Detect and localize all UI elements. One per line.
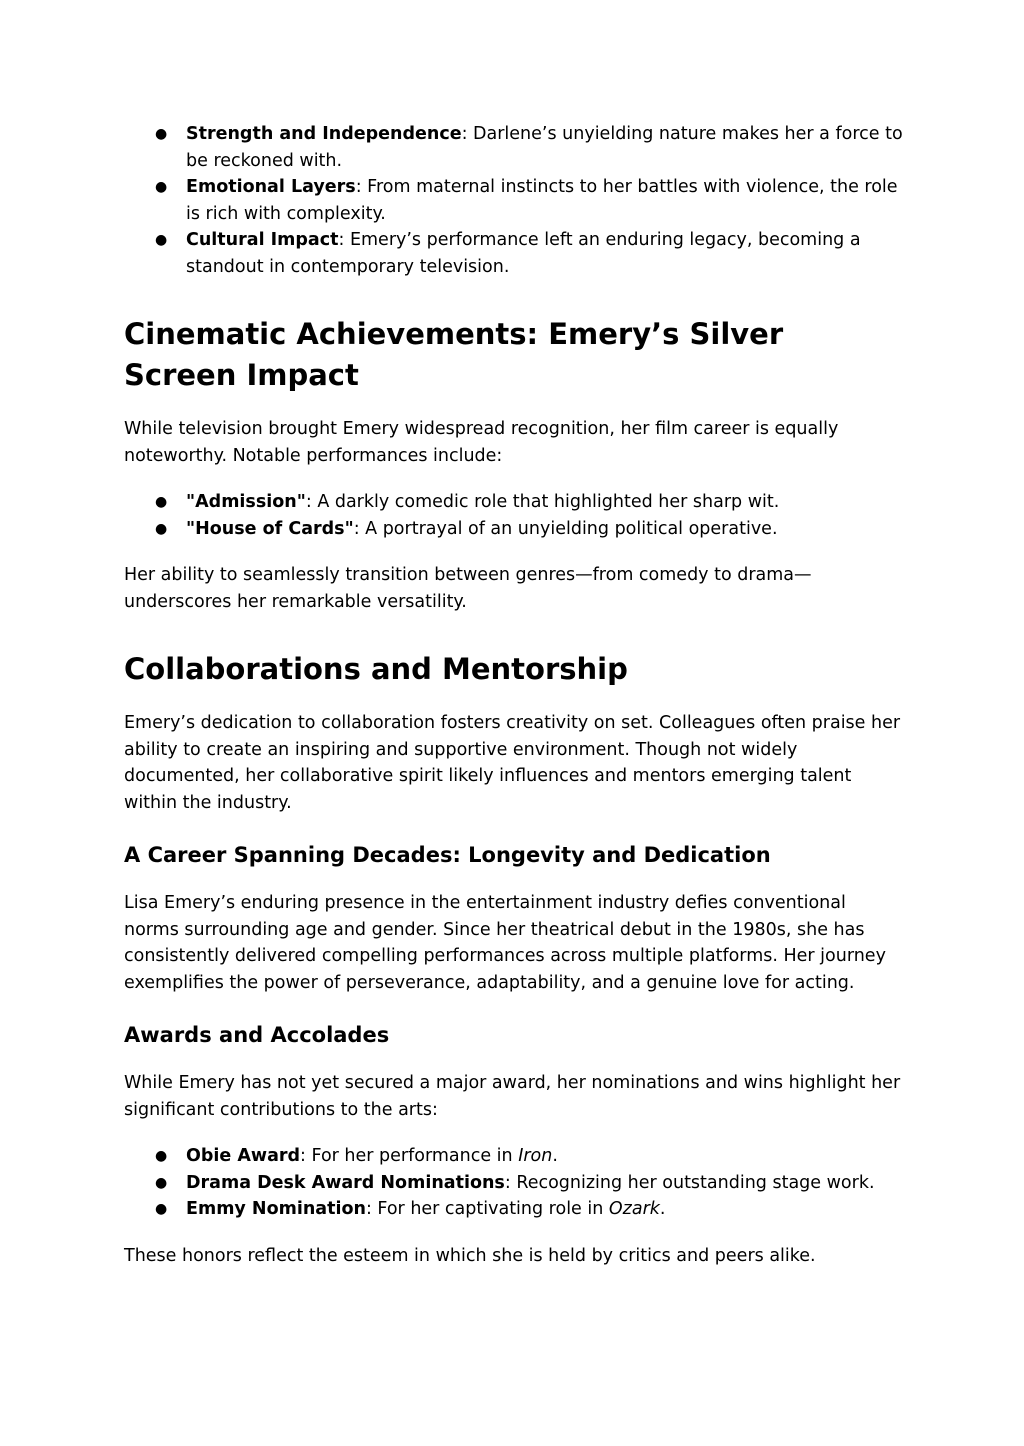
list-item-desc: : A portrayal of an unyielding political operative. (353, 518, 778, 539)
awards-outro: These honors reflect the esteem in which she is held by critics and peers alike. (124, 1245, 816, 1266)
list-item-desc: : For her captivating role in (365, 1199, 609, 1219)
intro-bullet-list (124, 121, 904, 280)
list-item-term: Obie Award (186, 1146, 301, 1166)
list-item-term: Emotional Layers (186, 177, 356, 197)
list-item-desc: : Recognizing her outstanding stage work. (504, 1172, 875, 1193)
list-item-desc: : Darlene’s unyielding nature makes her a force to be reckoned with. (186, 124, 903, 171)
list-item (124, 227, 904, 280)
list-item-title: Iron (518, 1146, 553, 1166)
list-item (124, 1143, 904, 1170)
cinematic-heading: Cinematic Achievements: Emery’s Silver Screen Impact (124, 317, 784, 392)
collaborations-body: Emery’s dedication to collaboration fosters creativity on set. Colleagues often praise her ability to create an inspiring and supportive environment. Though not widely documented, her collaborative spirit likely influences and mentors emerging talent within the industry. (124, 713, 901, 813)
bullet-icon: ● (155, 232, 168, 248)
awards-bullet-list (124, 1143, 904, 1223)
list-item-term: Drama Desk Award Nominations (186, 1172, 505, 1193)
bullet-icon: ● (155, 1148, 168, 1164)
list-item-end: . (552, 1146, 558, 1166)
list-item-term: Strength and Independence (186, 124, 462, 144)
list-item (124, 1170, 904, 1197)
list-item-term: "House of Cards" (186, 518, 354, 539)
list-item-end: . (659, 1199, 666, 1219)
bullet-icon: ● (155, 1174, 168, 1191)
list-item (124, 489, 904, 516)
list-item (124, 121, 904, 174)
cinematic-outro: Her ability to seamlessly transition between genres—from comedy to drama—underscores her remarkable versatility. (124, 565, 812, 612)
list-item-term: Emmy Nomination (186, 1199, 366, 1219)
list-item (124, 174, 904, 227)
list-item-desc: : A darkly comedic role that highlighted her sharp wit. (305, 492, 780, 512)
cinematic-intro: While television brought Emery widespread recognition, her film career is equally noteworthy. Notable performances include: (124, 419, 839, 466)
career-body: Lisa Emery’s enduring presence in the entertainment industry defies conventional norms surrounding age and gender. Since her theatrical debut in the 1980s, she has consistently delivered compelling performances across multiple platforms. Her journey exemplifies the power of perseverance, adaptability, and a genuine love for acting. (124, 893, 886, 993)
list-item (124, 516, 904, 543)
awards-intro: While Emery has not yet secured a major award, her nominations and wins highlight her significant contributions to the arts: (124, 1073, 901, 1120)
list-item-title: Ozark (608, 1199, 660, 1219)
document-page (124, 121, 904, 1269)
list-item (124, 1196, 904, 1223)
bullet-icon: ● (155, 494, 168, 510)
list-item-desc: : From maternal instincts to her battles with violence, the role is rich with complexity. (186, 177, 898, 224)
bullet-icon: ● (155, 520, 168, 537)
bullet-icon: ● (155, 179, 168, 195)
bullet-icon: ● (155, 1201, 168, 1217)
bullet-icon: ● (155, 126, 168, 142)
list-item-desc: : Emery’s performance left an enduring legacy, becoming a standout in contemporary television. (186, 230, 861, 277)
awards-heading: Awards and Accolades (124, 1023, 390, 1047)
list-item-term: Cultural Impact (186, 230, 339, 250)
list-item-term: "Admission" (186, 492, 306, 512)
cinematic-bullet-list (124, 489, 904, 542)
collaborations-heading: Collaborations and Mentorship (124, 652, 628, 686)
list-item-desc: : For her performance in (300, 1146, 519, 1166)
career-heading: A Career Spanning Decades: Longevity and Dedication (124, 843, 771, 867)
